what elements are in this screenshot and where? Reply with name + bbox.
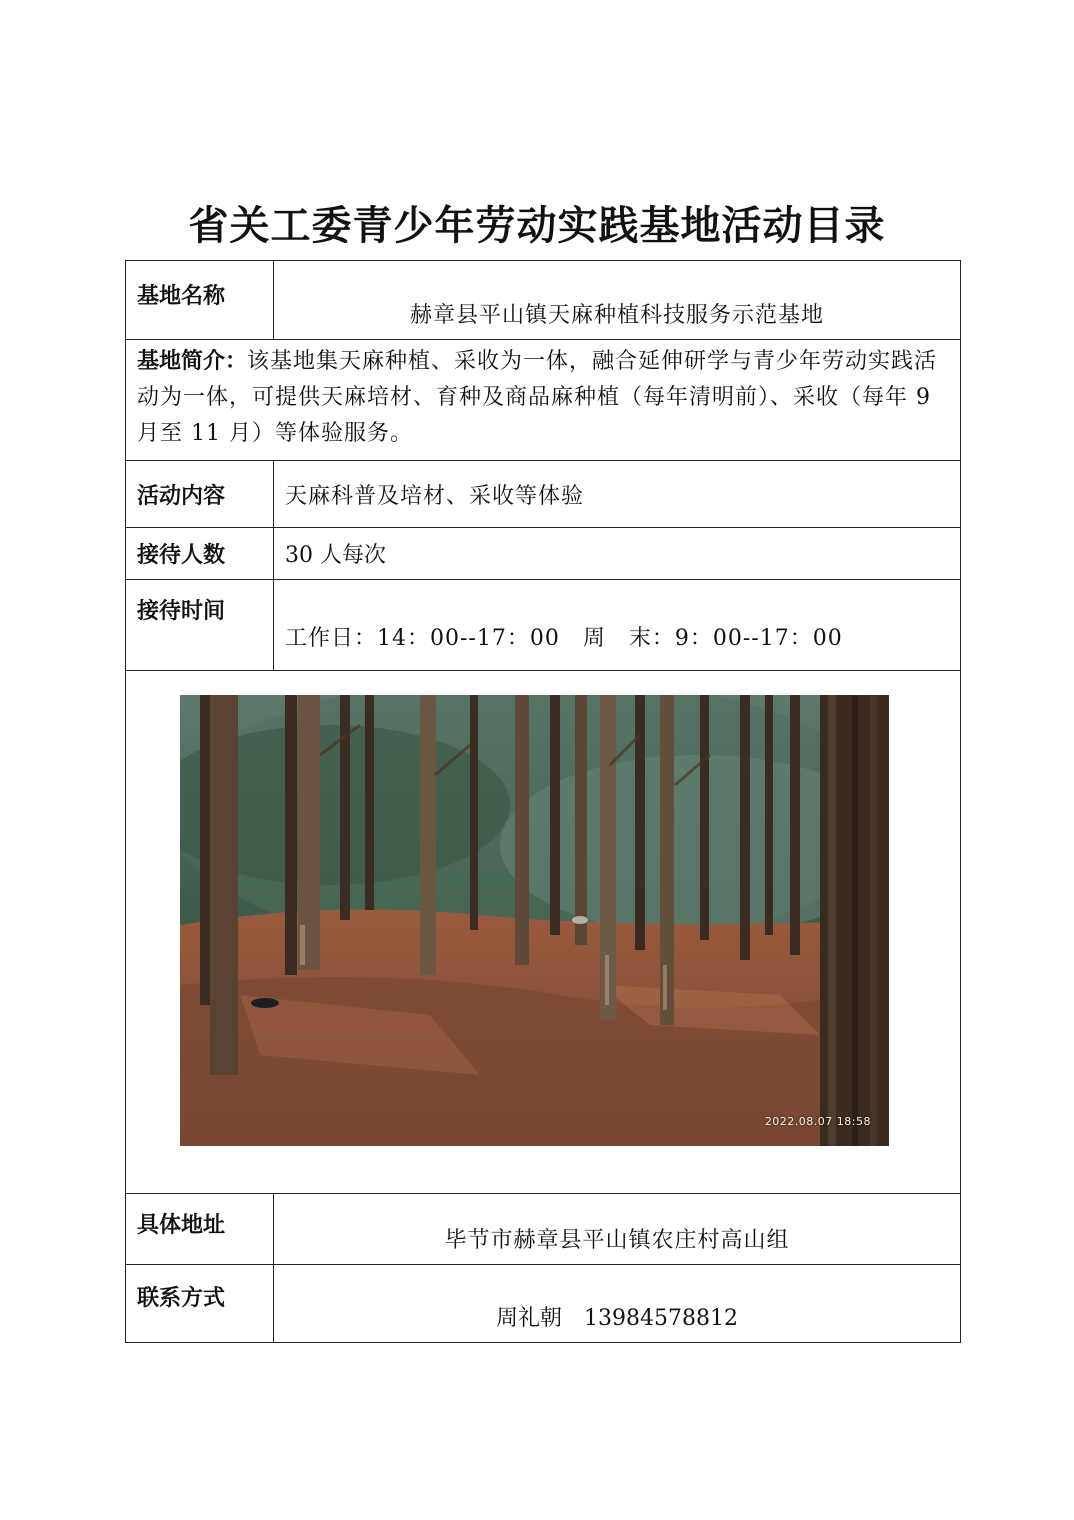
- intro-cell: [126, 340, 961, 461]
- base-name-value: 赫章县平山镇天麻种植科技服务示范基地: [274, 261, 961, 340]
- row-base-name: [126, 261, 961, 340]
- row-hours: [126, 580, 961, 671]
- contact-label: 联系方式: [126, 1265, 274, 1343]
- address-value: 毕节市赫章县平山镇农庄村高山组: [274, 1194, 961, 1265]
- contact-value: 周礼朝 13984578812: [274, 1265, 961, 1343]
- hours-value: 工作日：14：00--17：00 周 末：9：00--17：00: [274, 580, 961, 671]
- row-capacity: [126, 528, 961, 580]
- row-address: [126, 1194, 961, 1265]
- intro-text: 该基地集天麻种植、采收为一体，融合延伸研学与青少年劳动实践活动为一体，可提供天麻培材、育种及商品麻种植（每年清明前）、采收（每年 9 月至 11 月）等体验服务。: [137, 349, 938, 446]
- row-contact: [126, 1265, 961, 1343]
- activity-label: 活动内容: [126, 461, 274, 528]
- row-intro: [126, 340, 961, 461]
- photo-timestamp: 2022.08.07 18:58: [764, 1115, 871, 1128]
- capacity-value: 30 人每次: [274, 528, 961, 580]
- base-name-label: 基地名称: [126, 261, 274, 340]
- forest-illustration: [180, 695, 889, 1146]
- row-photo: [126, 671, 961, 1194]
- info-table: [125, 260, 961, 1343]
- photo-cell: [126, 671, 961, 1194]
- page-title: 省关工委青少年劳动实践基地活动目录: [188, 202, 886, 249]
- activity-value: 天麻科普及培材、采收等体验: [274, 461, 961, 528]
- row-activity: [126, 461, 961, 528]
- hours-label: 接待时间: [126, 580, 274, 671]
- intro-label: 基地简介：: [137, 349, 248, 374]
- capacity-label: 接待人数: [126, 528, 274, 580]
- address-label: 具体地址: [126, 1194, 274, 1265]
- forest-photo: [180, 695, 889, 1146]
